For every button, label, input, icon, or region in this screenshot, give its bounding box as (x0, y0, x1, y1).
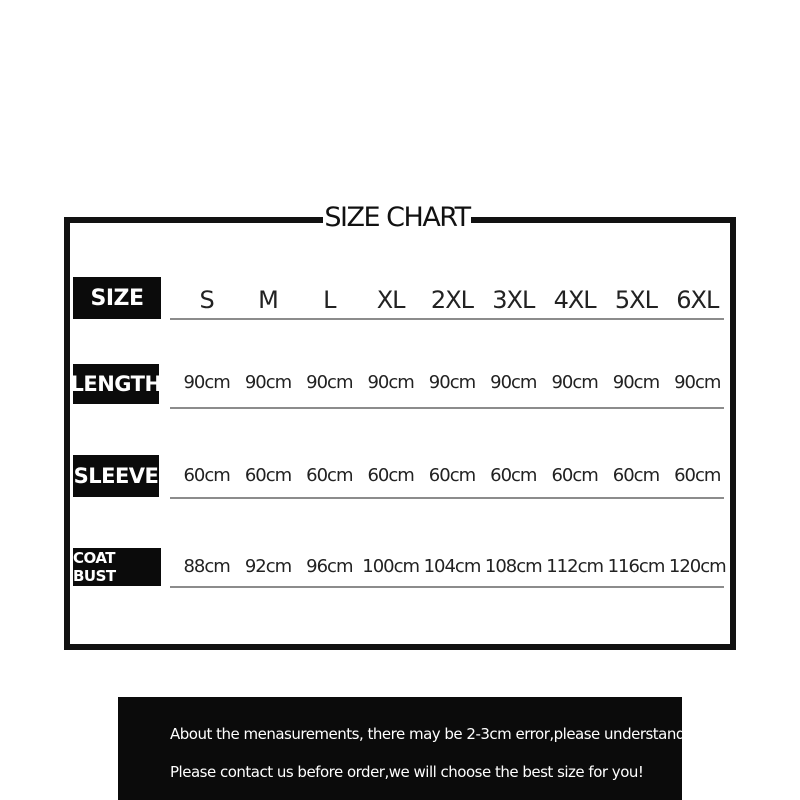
length-cell: 90cm (612, 372, 660, 393)
note-line-error: About the menasurements, there may be 2-3cm error,please understand! (170, 725, 691, 743)
sleeve-cell: 60cm (674, 465, 721, 486)
sleeve-cell: 60cm (490, 465, 537, 486)
length-cell: 90cm (183, 372, 230, 393)
coat-bust-cell: 88cm (183, 556, 230, 577)
length-cell: 90cm (428, 372, 476, 393)
sleeve-cell: 60cm (428, 465, 476, 486)
size-cell: M (258, 286, 278, 314)
length-cell: 90cm (551, 372, 598, 393)
length-cell: 90cm (367, 372, 414, 393)
row-label-coat-bust: COAT BUST (73, 548, 161, 586)
sleeve-cell: 60cm (367, 465, 414, 486)
size-values-row (176, 282, 728, 318)
coat-bust-cell: 104cm (423, 556, 481, 577)
coat-bust-cell: 112cm (546, 556, 604, 577)
size-cell: XL (376, 286, 405, 314)
coat-bust-cell: 120cm (668, 556, 726, 577)
row-divider (170, 497, 724, 499)
sleeve-values-row (176, 461, 728, 491)
row-divider (170, 586, 724, 588)
sleeve-cell: 60cm (612, 465, 660, 486)
length-cell: 90cm (490, 372, 537, 393)
sleeve-cell: 60cm (183, 465, 230, 486)
size-chart-title: SIZE CHART (323, 198, 471, 238)
length-cell: 90cm (674, 372, 721, 393)
row-label-length: LENGTH (73, 364, 159, 404)
sleeve-cell: 60cm (551, 465, 598, 486)
note-line-contact: Please contact us before order,we will choose the best size for you! (170, 763, 644, 781)
coat-bust-values-row (176, 552, 728, 582)
coat-bust-cell: 116cm (607, 556, 665, 577)
coat-bust-cell: 100cm (362, 556, 420, 577)
size-cell: S (199, 286, 214, 314)
coat-bust-cell: 96cm (306, 556, 353, 577)
size-cell: 3XL (492, 286, 535, 314)
row-label-size: SIZE (73, 277, 161, 319)
row-label-sleeve: SLEEVE (73, 455, 159, 497)
row-divider (170, 407, 724, 409)
coat-bust-cell: 92cm (244, 556, 292, 577)
size-cell: 5XL (614, 286, 657, 314)
sleeve-cell: 60cm (244, 465, 292, 486)
size-cell: L (323, 286, 336, 314)
length-values-row (176, 368, 728, 398)
size-cell: 2XL (430, 286, 474, 314)
sleeve-cell: 60cm (306, 465, 353, 486)
size-cell: 4XL (553, 286, 596, 314)
row-divider (170, 318, 724, 320)
length-cell: 90cm (244, 372, 292, 393)
measurement-note-box (118, 697, 691, 800)
length-cell: 90cm (306, 372, 353, 393)
size-cell: 6XL (676, 286, 719, 314)
coat-bust-cell: 108cm (484, 556, 542, 577)
